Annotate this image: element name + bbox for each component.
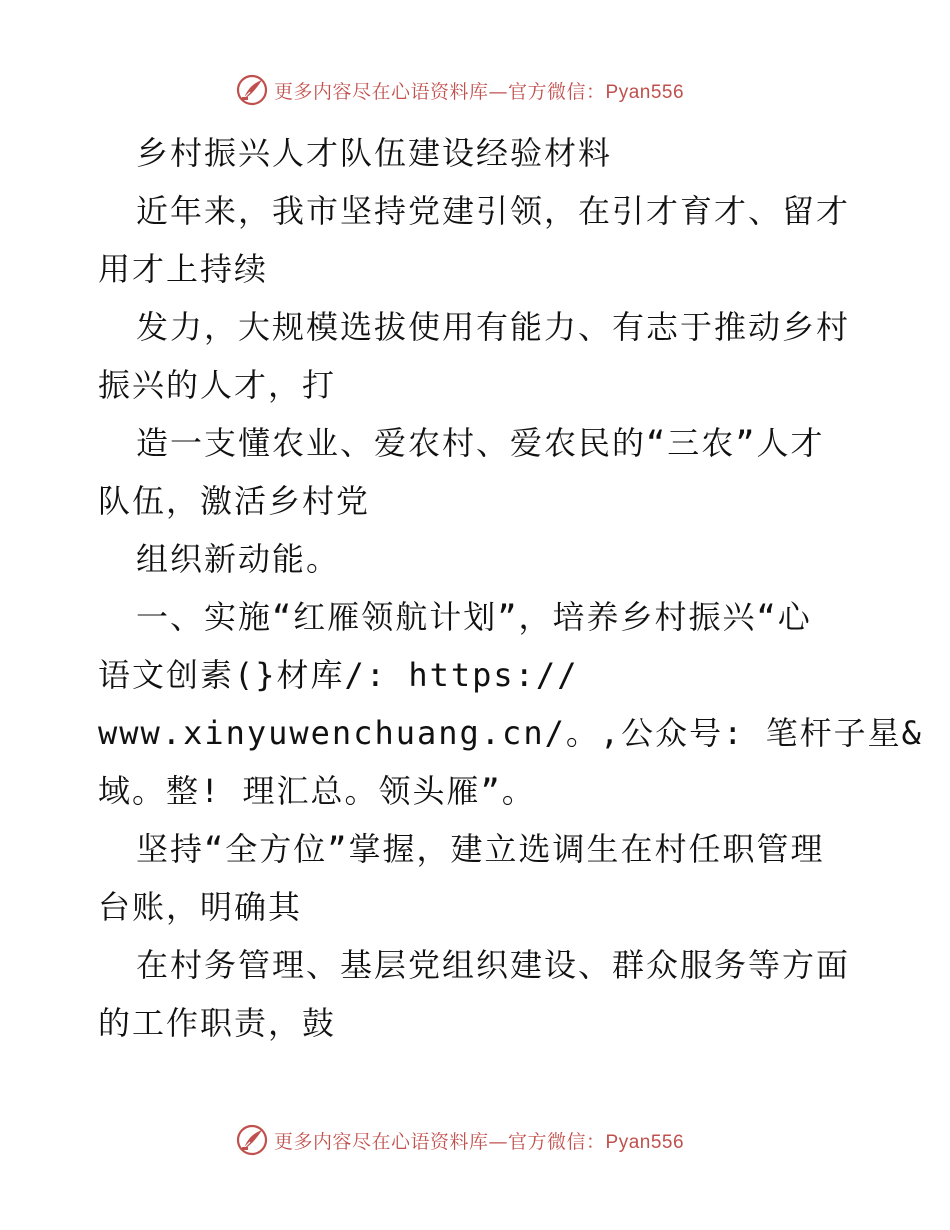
text-line: 语文创素(}材库/: https:// <box>98 656 579 694</box>
text-line: 坚持“全方位”掌握，建立选调生在村任职管理 <box>136 830 825 868</box>
text-line: 组织新动能。 <box>136 540 341 578</box>
text-line: 造一支懂农业、爱农村、爱农民的“三农”人才 <box>136 424 825 462</box>
wechat-id: Pyan556 <box>605 81 685 103</box>
text-line: 振兴的人才，打 <box>98 366 337 404</box>
footer-banner <box>236 1122 756 1158</box>
text-line: www.xinyuwenchuang.cn/。,公众号: 笔杆子星& <box>98 714 923 752</box>
wechat-id: Pyan556 <box>605 1131 685 1153</box>
text-line: 在村务管理、基层党组织建设、群众服务等方面 <box>136 946 851 984</box>
document-title: 乡村振兴人才队伍建设经验材料 <box>136 134 613 172</box>
document-body <box>98 124 923 1052</box>
banner-text: 更多内容尽在心语资料库—官方微信：Pyan556 <box>274 80 685 103</box>
text-line: 台账，明确其 <box>98 888 303 926</box>
feather-pen-logo-icon <box>236 1124 268 1156</box>
section-heading: 一、实施“红雁领航计划”，培养乡村振兴“心 <box>136 598 812 636</box>
text-line: 近年来，我市坚持党建引领，在引才育才、留才 <box>136 192 851 230</box>
text-line: 域。整! 理汇总。领头雁”。 <box>98 772 536 810</box>
text-line: 用才上持续 <box>98 250 269 288</box>
header-banner <box>236 72 756 108</box>
banner-text: 更多内容尽在心语资料库—官方微信：Pyan556 <box>274 1130 685 1153</box>
text-line: 的工作职责，鼓 <box>98 1004 337 1042</box>
text-line: 队伍，激活乡村党 <box>98 482 371 520</box>
text-line: 发力，大规模选拔使用有能力、有志于推动乡村 <box>136 308 851 346</box>
feather-pen-logo-icon <box>236 74 268 106</box>
